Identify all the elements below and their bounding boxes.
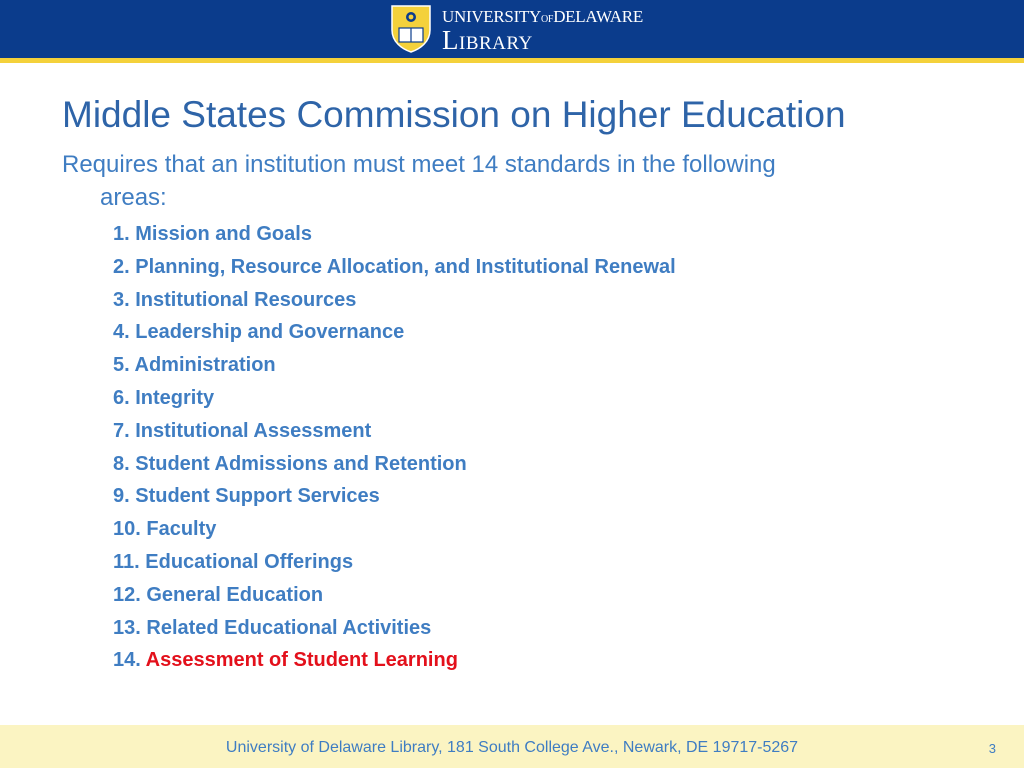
shield-icon — [390, 4, 432, 54]
standard-number: 1. — [113, 223, 130, 245]
logo-library-name: Library — [442, 25, 533, 55]
standard-item — [113, 513, 676, 546]
standard-item — [113, 251, 676, 284]
standard-number: 9. — [113, 485, 130, 508]
standard-number: 5. — [113, 354, 130, 377]
standard-name: Integrity — [135, 386, 215, 409]
standard-number: 2. — [113, 255, 130, 278]
standards-list — [113, 218, 676, 677]
standard-name: Mission and Goals — [135, 223, 312, 245]
standard-item — [113, 284, 676, 317]
standard-name: Institutional Assessment — [135, 419, 372, 442]
standard-item — [113, 546, 676, 579]
slide-intro — [62, 148, 942, 214]
standard-item — [113, 612, 676, 645]
standard-item — [113, 448, 676, 481]
standard-name: Planning, Resource Allocation, and Institutional Renewal — [135, 255, 676, 278]
intro-line-2: areas: — [100, 184, 167, 211]
logo-university-name — [442, 7, 643, 27]
standard-number: 8. — [113, 452, 130, 475]
standard-name: Faculty — [146, 518, 217, 541]
standard-number: 12. — [113, 583, 141, 606]
standard-name: Student Support Services — [135, 485, 380, 508]
logo-word-of: OF — [541, 14, 554, 25]
standard-item — [113, 382, 676, 415]
standard-name: Educational Offerings — [145, 550, 354, 573]
standard-item — [113, 349, 676, 382]
university-library-logo — [390, 4, 643, 55]
standard-item — [113, 415, 676, 448]
standard-number: 6. — [113, 386, 130, 409]
standard-number: 3. — [113, 288, 130, 311]
standard-item — [113, 218, 676, 251]
footer-address: University of Delaware Library, 181 South College Ave., Newark, DE 19717-5267 — [225, 739, 799, 756]
standard-name: General Education — [146, 583, 324, 606]
standard-number: 13. — [113, 616, 141, 639]
standard-number: 10. — [113, 518, 141, 541]
standard-item — [113, 480, 676, 513]
standard-name: Administration — [134, 354, 276, 377]
standard-name-highlighted: Assessment of Student Learning — [145, 649, 458, 672]
standard-name: Related Educational Activities — [146, 616, 432, 639]
logo-word-university: UNIVERSITY — [442, 7, 541, 26]
intro-line-1: Requires that an institution must meet 14 standards in the following — [62, 151, 776, 178]
logo-word-delaware: DELAWARE — [553, 7, 643, 26]
standard-name: Leadership and Governance — [135, 321, 405, 344]
page-number: 3 — [988, 741, 996, 756]
standard-name: Student Admissions and Retention — [135, 452, 467, 475]
slide-title: Middle States Commission on Higher Education — [62, 94, 846, 135]
standard-name: Institutional Resources — [135, 288, 357, 311]
standard-item-highlighted — [113, 644, 676, 677]
standard-number: 7. — [113, 419, 130, 442]
standard-item — [113, 579, 676, 612]
header-accent-rule — [0, 58, 1024, 63]
standard-number: 11. — [113, 550, 140, 573]
standard-item — [113, 316, 676, 349]
standard-number: 14. — [113, 649, 141, 672]
standard-number: 4. — [113, 321, 130, 344]
